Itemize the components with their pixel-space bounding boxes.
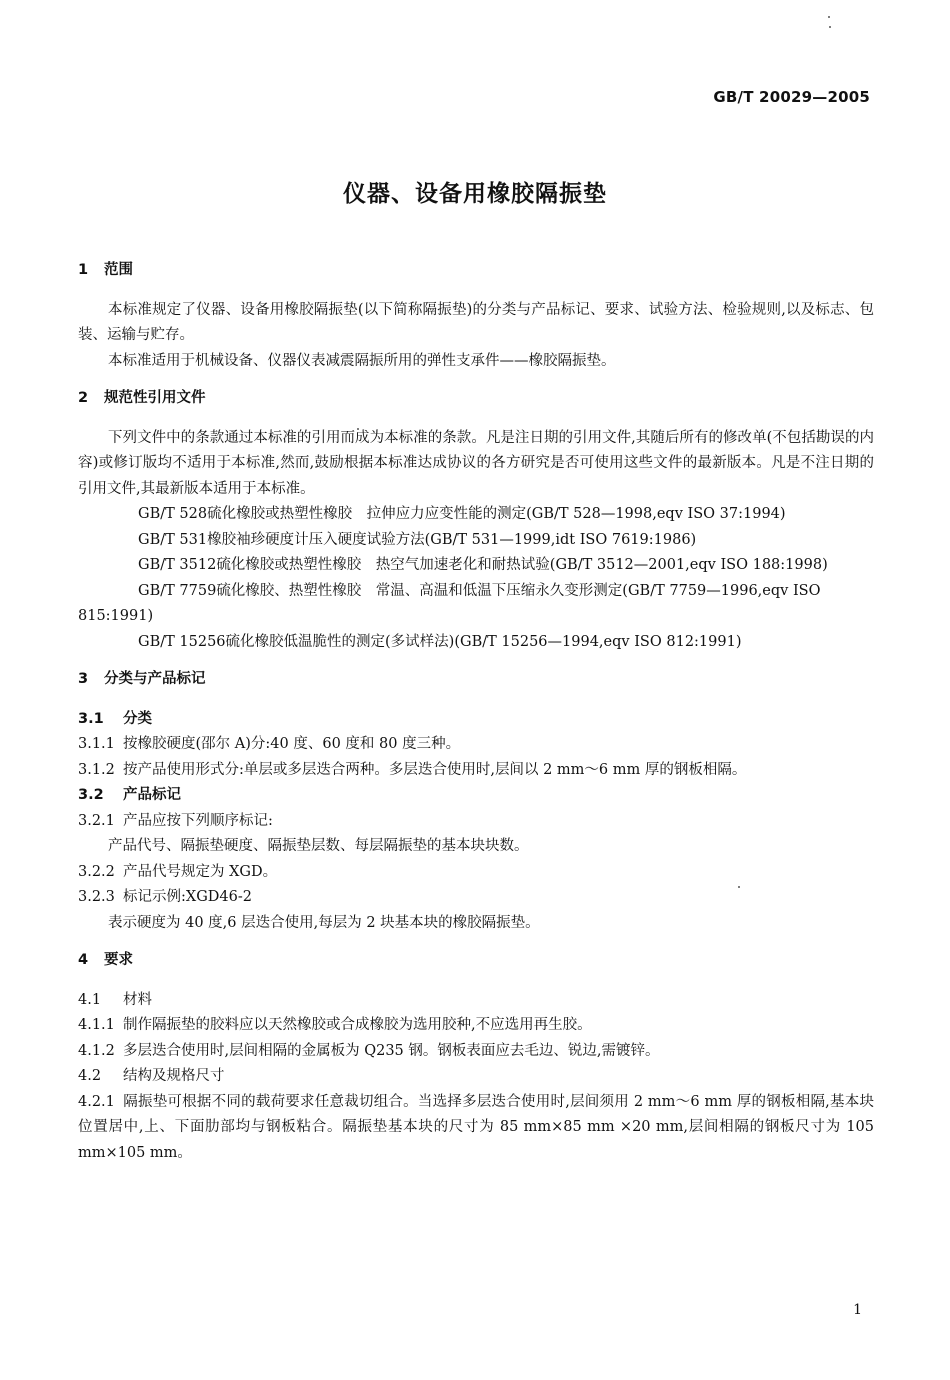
subsection-title: 结构及规格尺寸	[123, 1068, 225, 1084]
clause-3-2-3	[78, 885, 874, 911]
reference-code: GB/T 531	[138, 531, 208, 548]
clause-text: 标记示例:XGD46-2	[123, 889, 252, 905]
clause-number: 3.2.1	[78, 812, 115, 829]
subsection-3-2-heading	[78, 783, 874, 809]
clause-number: 4.1.1	[78, 1017, 115, 1033]
subsection-number: 3.2	[78, 787, 104, 803]
reference-code: GB/T 7759	[138, 582, 217, 599]
section-number: 1	[78, 262, 89, 278]
document-body	[78, 258, 874, 1166]
reference-text: 橡胶袖珍硬度计压入硬度试验方法(GB/T 531—1999,idt ISO 7619:1986)	[207, 531, 697, 548]
reference-item	[78, 528, 874, 554]
clause-number: 3.2.2	[78, 863, 115, 880]
subsection-title: 分类	[123, 710, 152, 727]
reference-text: 硫化橡胶、热塑性橡胶 常温、高温和低温下压缩永久变形测定(GB/T 7759—1996,eqv ISO 815:1991)	[78, 582, 821, 624]
scan-speck	[828, 16, 830, 18]
scan-speck	[357, 428, 359, 430]
clause-number: 3.1.2	[78, 761, 115, 778]
reference-text: 硫化橡胶低温脆性的测定(多试样法)(GB/T 15256—1994,eqv ISO 812:1991)	[225, 633, 742, 650]
paragraph: 本标准规定了仪器、设备用橡胶隔振垫(以下简称隔振垫)的分类与产品标记、要求、试验方法、检验规则,以及标志、包装、运输与贮存。	[78, 301, 874, 343]
subsection-4-1-heading	[78, 988, 874, 1014]
clause-text: 产品应按下列顺序标记:	[123, 812, 273, 829]
reference-item	[78, 579, 874, 630]
subsection-title: 产品标记	[123, 787, 181, 803]
section-title: 规范性引用文件	[104, 390, 206, 406]
section-number: 2	[78, 390, 89, 406]
paragraph: 下列文件中的条款通过本标准的引用而成为本标准的条款。凡是注日期的引用文件,其随后所有的修改单(不包括勘误的内容)或修订版均不适用于本标准,然而,鼓励根据本标准达成协议的各方研究是否可使用这些文件的最新版本。凡是不注日期的引用文件,其最新版本适用于本标准。	[78, 429, 874, 497]
clause-detail: 产品代号、隔振垫硬度、隔振垫层数、每层隔振垫的基本块块数。	[108, 838, 529, 854]
subsection-number: 4.1	[78, 991, 102, 1008]
subsection-title: 材料	[123, 991, 152, 1008]
section-4-heading	[78, 948, 874, 974]
reference-item	[78, 553, 874, 579]
clause-text: 隔振垫可根据不同的载荷要求任意裁切组合。当选择多层迭合使用时,层间须用 2 mm～6 mm 厚的钢板相隔,基本块位置居中,上、下面肋部均与钢板粘合。隔振垫基本块的尺寸为 85 mm×85 mm ×20 mm,层间相隔的钢板尺寸为 105 mm×105 mm。	[78, 1093, 874, 1161]
subsection-3-1-heading	[78, 707, 874, 733]
reference-code: GB/T 528	[138, 506, 208, 522]
reference-text: 硫化橡胶或热塑性橡胶 拉伸应力应变性能的测定(GB/T 528—1998,eqv ISO 37:1994)	[207, 506, 786, 522]
section-title: 范围	[104, 262, 133, 278]
clause-3-1-1	[78, 732, 874, 758]
scan-speck	[738, 886, 740, 888]
section-number: 4	[78, 952, 89, 968]
clause-4-1-2	[78, 1039, 874, 1065]
clause-text: 按产品使用形式分:单层或多层迭合两种。多层迭合使用时,层间以 2 mm～6 mm 厚的钢板相隔。	[123, 761, 747, 778]
clause-number: 3.1.1	[78, 736, 115, 752]
clause-text: 制作隔振垫的胶料应以天然橡胶或合成橡胶为选用胶种,不应选用再生胶。	[123, 1017, 592, 1033]
clause-number: 3.2.3	[78, 889, 115, 905]
clause-text: 按橡胶硬度(邵尔 A)分:40 度、60 度和 80 度三种。	[123, 736, 461, 752]
clause-3-2-2	[78, 860, 874, 886]
clause-number: 4.2.1	[78, 1093, 115, 1110]
standard-number: GB/T 20029—2005	[713, 88, 870, 106]
reference-code: GB/T 15256	[138, 633, 226, 650]
paragraph: 本标准适用于机械设备、仪器仪表减震隔振所用的弹性支承件——橡胶隔振垫。	[108, 352, 616, 369]
section-3-heading	[78, 667, 874, 693]
scan-speck	[829, 26, 831, 28]
clause-3-1-2	[78, 758, 874, 784]
clause-4-2-1	[78, 1090, 874, 1167]
reference-text: 硫化橡胶或热塑性橡胶 热空气加速老化和耐热试验(GB/T 3512—2001,eqv ISO 188:1998)	[216, 557, 828, 573]
clause-text: 产品代号规定为 XGD。	[123, 863, 278, 880]
reference-item	[78, 502, 874, 528]
section-2-heading	[78, 386, 874, 412]
section-number: 3	[78, 671, 89, 687]
page-number: 1	[853, 1302, 862, 1318]
clause-text: 多层迭合使用时,层间相隔的金属板为 Q235 钢。钢板表面应去毛边、锐边,需镀锌。	[123, 1042, 660, 1059]
clause-number: 4.1.2	[78, 1042, 115, 1059]
reference-item	[78, 630, 874, 656]
subsection-number: 3.1	[78, 710, 104, 727]
section-1-heading	[78, 258, 874, 284]
clause-3-2-1	[78, 809, 874, 835]
clause-detail: 表示硬度为 40 度,6 层迭合使用,每层为 2 块基本块的橡胶隔振垫。	[108, 914, 540, 931]
document-title: 仪器、设备用橡胶隔振垫	[343, 181, 607, 207]
section-title: 要求	[104, 952, 133, 968]
clause-4-1-1	[78, 1013, 874, 1039]
subsection-number: 4.2	[78, 1068, 102, 1084]
reference-code: GB/T 3512	[138, 557, 217, 573]
subsection-4-2-heading	[78, 1064, 874, 1090]
section-title: 分类与产品标记	[104, 671, 206, 687]
